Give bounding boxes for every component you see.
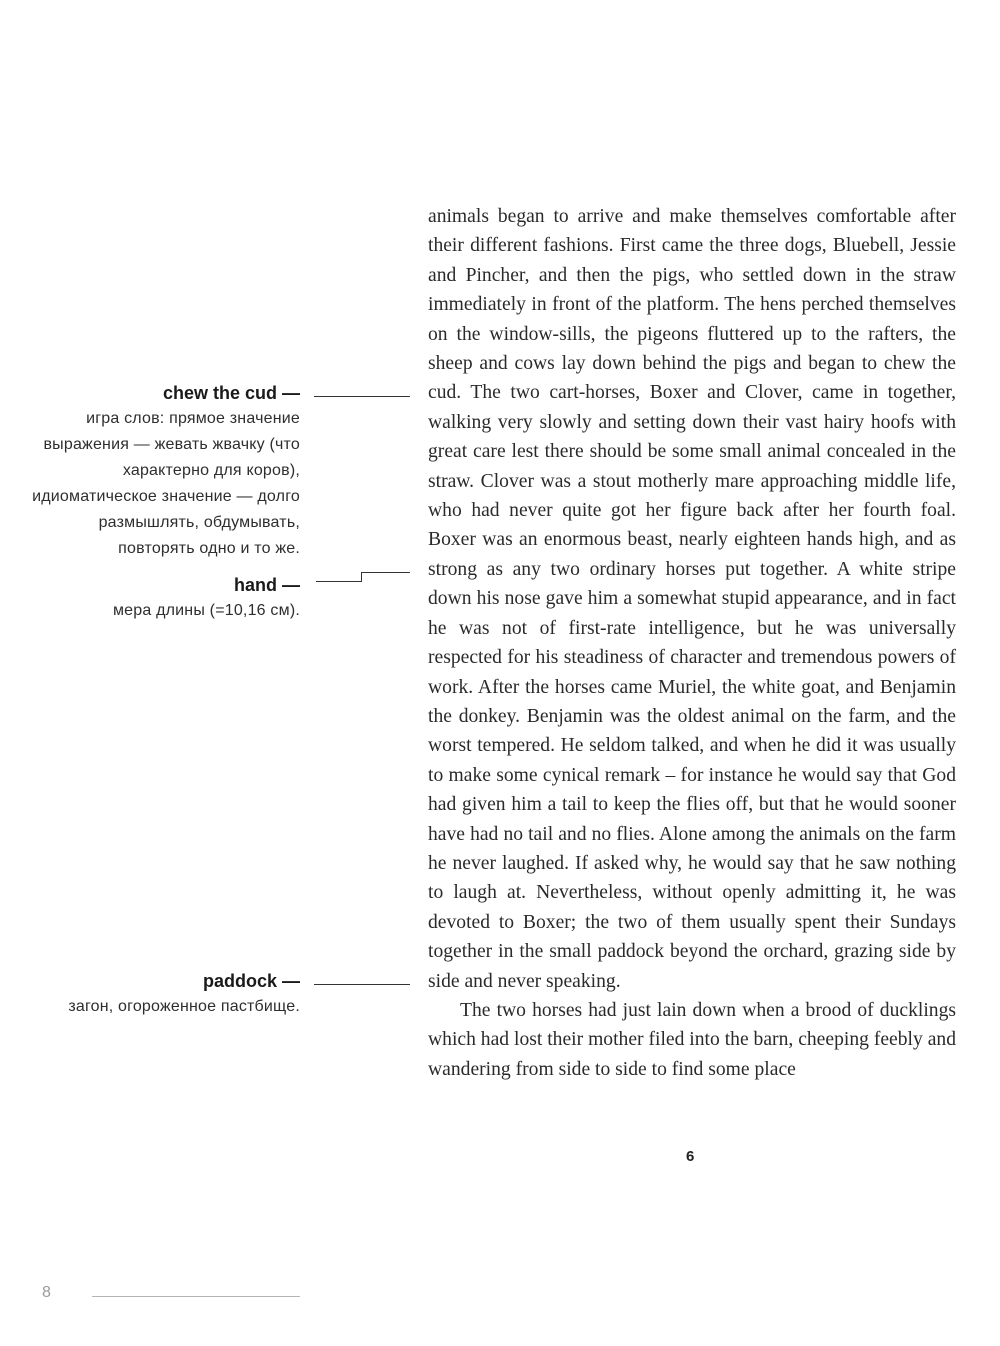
gloss-definition: игра слов: прямое значение выражения — жевать жвачку (что характерно для коров), идиоматическое значение — долго размышлять, обдумывать, повторять одно и то же. [32, 410, 300, 557]
leader-line-hand-left [316, 581, 362, 582]
gloss-paddock [30, 968, 300, 1020]
gloss-term: hand — [234, 575, 300, 595]
book-page-number: 8 [42, 1284, 51, 1301]
gloss-definition: загон, огороженное пастбище. [68, 998, 300, 1015]
leader-line-hand-step [361, 572, 362, 582]
leader-line-paddock [314, 984, 410, 985]
footer-rule [92, 1296, 300, 1297]
chapter-page-number: 6 [686, 1148, 695, 1165]
leader-line-chew-the-cud [314, 396, 410, 397]
gloss-hand [30, 572, 300, 624]
gloss-term: chew the cud — [162, 383, 300, 403]
paragraph: animals began to arrive and make themselves comfortable after their different fashions. First came the three dogs, Bluebell, Jessie and Pincher, and then the pigs, who settled down in the straw immediately in front of the platform. The hens perched themselves on the window-sills, the pigeons fluttered up to the rafters, the sheep and cows lay down behind the pigs and began to chew the cud. The two cart-horses, Boxer and Clover, came in together, walking very slowly and setting down their vast hairy hoofs with great care lest there should be some small animal concealed in the straw. Clover was a stout motherly mare approaching middle life, who had never quite got her figure back after her fourth foal. Boxer was an enormous beast, nearly eighteen hands high, and as strong as any two ordinary horses put together. A white stripe down his nose gave him a somewhat stupid appearance, and in fact he was not of first-rate intelligence, but he was universally respected for his steadiness of character and tremendous powers of work. After the horses came Muriel, the white goat, and Benjamin the donkey. Benjamin was the oldest animal on the farm, and the worst tempered. He seldom talked, and when he did it was usually to make some cynical remark – for instance he would say that God had given him a tail to keep the flies off, but that he would sooner have had no tail and no flies. Alone among the animals on the farm he never laughed. If asked why, he would say that he saw nothing to laugh at. Nevertheless, without openly admitting it, he was devoted to Boxer; the two of them usually spent their Sundays together in the small paddock beyond the orchard, grazing side by side and never speaking. [428, 206, 956, 992]
gloss-term: paddock — [202, 971, 300, 991]
main-text [428, 202, 956, 1084]
gloss-definition: мера длины (=10,16 см). [112, 602, 300, 619]
paragraph: The two horses had just lain down when a brood of ducklings which had lost their mother filed into the barn, cheeping feebly and wandering from side to side to find some place [428, 999, 956, 1080]
gloss-chew-the-cud [30, 380, 300, 562]
leader-line-hand-right [361, 572, 410, 573]
